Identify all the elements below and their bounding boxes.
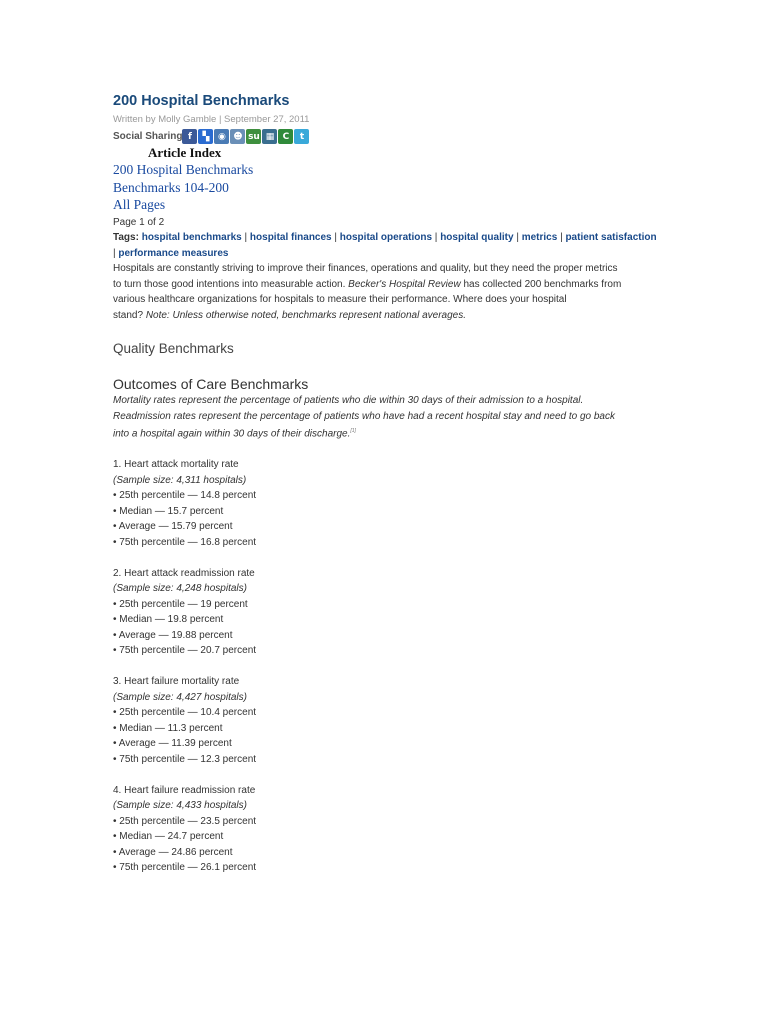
- quality-benchmarks-heading: Quality Benchmarks: [113, 341, 234, 356]
- social-sharing-bar: [113, 127, 658, 144]
- publication-name: Becker's Hospital Review: [348, 278, 461, 290]
- description-text: into a hospital again within 30 days of their discharge.: [113, 428, 351, 440]
- metric-stat: • 25th percentile — 14.8 percent: [113, 490, 257, 502]
- article-title[interactable]: 200 Hospital Benchmarks: [113, 93, 290, 109]
- intro-note: Note: Unless otherwise noted, benchmarks represent national averages.: [145, 309, 466, 321]
- tag-link[interactable]: metrics: [521, 232, 558, 243]
- intro-text: has collected 200 benchmarks from: [460, 278, 622, 290]
- tags-list: [113, 230, 658, 261]
- metric-block: [113, 674, 658, 767]
- intro-line: [113, 277, 658, 293]
- metrics-list: [113, 457, 658, 876]
- metric-block: [113, 783, 658, 876]
- article-index-title: Article Index: [148, 145, 222, 160]
- metric-stat: • Average — 19.88 percent: [113, 629, 233, 641]
- metric-stat: • Average — 24.86 percent: [113, 846, 233, 858]
- tags-label: Tags:: [113, 232, 142, 243]
- intro-line: [113, 308, 658, 324]
- page-indicator: Page 1 of 2: [113, 216, 165, 228]
- outcomes-heading: Outcomes of Care Benchmarks: [113, 376, 309, 392]
- social-sharing-label: Social Sharing: [113, 131, 183, 142]
- tag-link[interactable]: patient satisfaction: [565, 232, 657, 243]
- digg-icon[interactable]: ◉: [214, 129, 229, 144]
- tag-link[interactable]: performance measures: [118, 247, 229, 259]
- metric-block: [113, 457, 658, 550]
- article-index-links: [113, 161, 658, 214]
- tag-separator: |: [560, 232, 566, 243]
- intro-line: Hospitals are constantly striving to improve their finances, operations and quality, but they need the proper metrics: [113, 263, 618, 274]
- delicious-icon[interactable]: ▚: [198, 129, 213, 144]
- metric-stat: • Median — 11.3 percent: [113, 722, 223, 734]
- index-link-page-1[interactable]: 200 Hospital Benchmarks: [113, 162, 254, 177]
- outcomes-description: [113, 393, 658, 442]
- metric-stat: • 75th percentile — 26.1 percent: [113, 862, 257, 874]
- description-line: Readmission rates represent the percentage of patients who have had a recent hospital stay and need to go back: [113, 410, 615, 422]
- metric-title: 4. Heart failure readmission rate: [113, 784, 256, 796]
- description-line: [113, 424, 658, 442]
- technorati-icon[interactable]: C: [278, 129, 293, 144]
- metric-stat: • 25th percentile — 19 percent: [113, 598, 248, 610]
- tag-separator: |: [334, 232, 340, 243]
- tag-link[interactable]: hospital benchmarks: [141, 232, 242, 243]
- intro-text: stand?: [113, 309, 146, 321]
- metric-sample-size: (Sample size: 4,433 hospitals): [113, 800, 247, 812]
- description-line: Mortality rates represent the percentage of patients who die within 30 days of their admission to a hospital.: [113, 395, 584, 406]
- tag-separator: |: [434, 232, 441, 243]
- metric-block: [113, 566, 658, 659]
- reddit-icon[interactable]: ☻: [230, 129, 245, 144]
- tag-link[interactable]: hospital finances: [249, 232, 332, 243]
- intro-paragraph: [113, 261, 658, 323]
- tag-separator: |: [516, 232, 522, 243]
- article-byline: Written by Molly Gamble | September 27, 2011: [113, 114, 310, 125]
- article-content: [113, 92, 658, 876]
- metric-stat: • Average — 11.39 percent: [113, 738, 232, 750]
- metric-stat: • 75th percentile — 16.8 percent: [113, 536, 257, 548]
- stumbleupon-icon[interactable]: su: [246, 129, 261, 144]
- twitter-icon[interactable]: t: [294, 129, 309, 144]
- metric-sample-size: (Sample size: 4,427 hospitals): [113, 691, 247, 703]
- tag-link[interactable]: hospital operations: [339, 232, 433, 243]
- metric-stat: • 25th percentile — 10.4 percent: [113, 707, 257, 719]
- metric-sample-size: (Sample size: 4,311 hospitals): [113, 474, 247, 486]
- metric-stat: • 25th percentile — 23.5 percent: [113, 815, 257, 827]
- metric-title: 2. Heart attack readmission rate: [113, 567, 255, 579]
- tag-separator: |: [113, 247, 119, 259]
- metric-stat: • 75th percentile — 12.3 percent: [113, 753, 257, 765]
- footnote-reference[interactable]: [1]: [350, 428, 356, 434]
- metric-stat: • Median — 24.7 percent: [113, 831, 224, 843]
- intro-text: to turn those good intentions into measurable action.: [113, 278, 349, 290]
- metric-stat: • Median — 15.7 percent: [113, 505, 224, 517]
- metric-stat: • Average — 15.79 percent: [113, 521, 233, 533]
- index-link-all-pages[interactable]: All Pages: [113, 197, 166, 212]
- tag-link[interactable]: hospital quality: [440, 232, 514, 243]
- tag-separator: |: [244, 232, 250, 243]
- metric-title: 3. Heart failure mortality rate: [113, 676, 240, 688]
- metric-title: 1. Heart attack mortality rate: [113, 459, 239, 471]
- facebook-icon[interactable]: f: [182, 129, 197, 144]
- index-link-page-2[interactable]: Benchmarks 104-200: [113, 179, 229, 195]
- metric-stat: • Median — 19.8 percent: [113, 614, 224, 626]
- intro-line: various healthcare organizations for hospitals to measure their performance. Where does your hospital: [113, 294, 567, 305]
- metric-stat: • 75th percentile — 20.7 percent: [113, 645, 257, 657]
- myspace-icon[interactable]: ▦: [262, 129, 277, 144]
- social-icons: [182, 129, 309, 144]
- metric-sample-size: (Sample size: 4,248 hospitals): [113, 583, 247, 595]
